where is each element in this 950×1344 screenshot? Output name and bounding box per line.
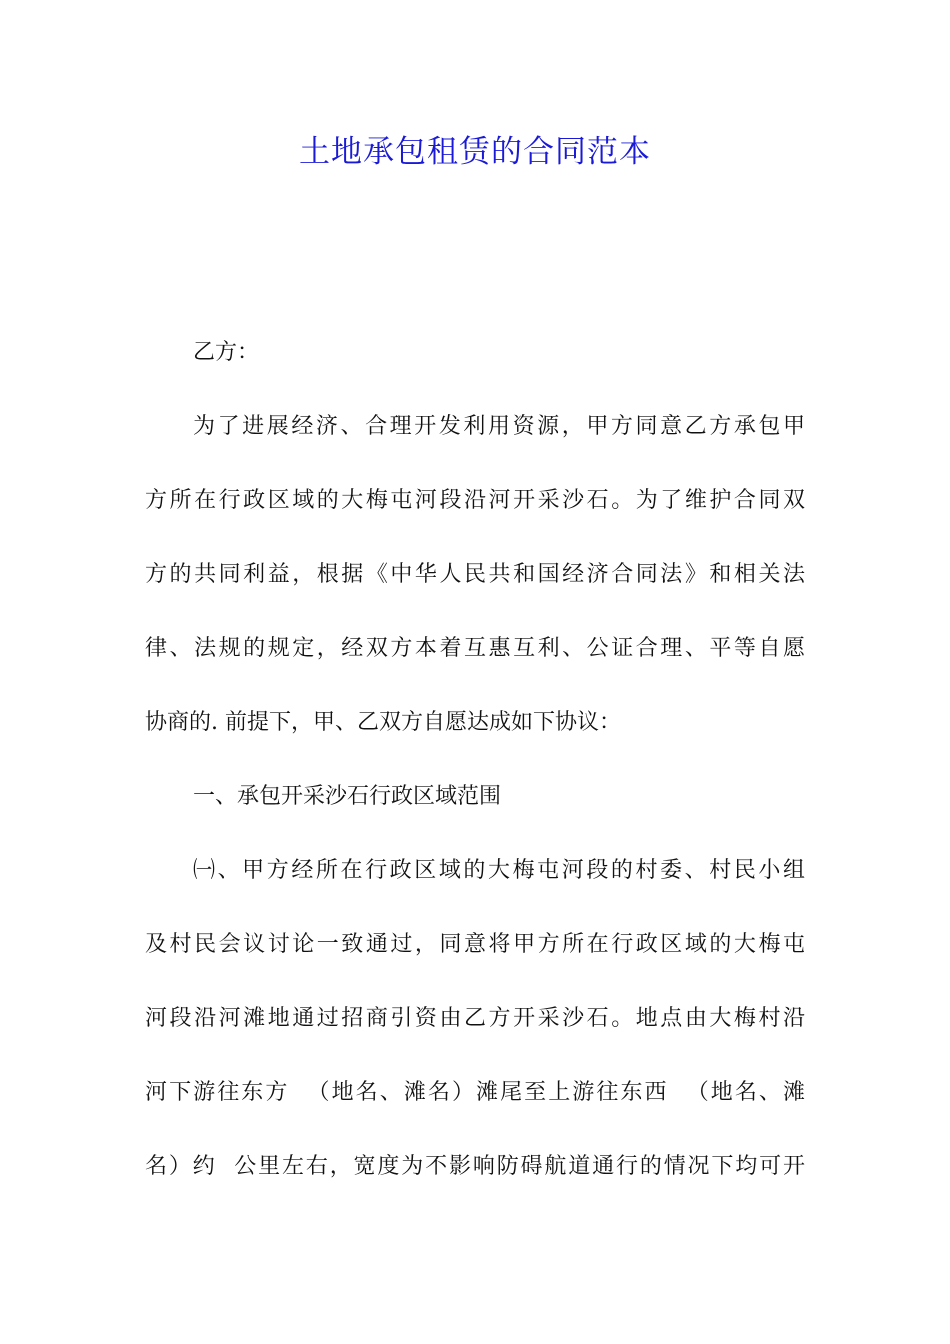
paragraph-line: 律、法规的规定，经双方本着互惠互利、公证合理、平等自愿: [145, 636, 805, 661]
paragraph-line: 名）约 公里左右，宽度为不影响防碍航道通行的情况下均可开: [145, 1154, 805, 1179]
paragraph-line: 协商的. 前提下，甲、乙双方自愿达成如下协议：: [145, 710, 621, 735]
paragraph-line: 及村民会议讨论一致通过，同意将甲方所在行政区域的大梅屯: [145, 932, 805, 957]
paragraph-line: ㈠、甲方经所在行政区域的大梅屯河段的村委、村民小组: [193, 858, 805, 883]
paragraph-line: 河段沿河滩地通过招商引资由乙方开采沙石。地点由大梅村沿: [145, 1006, 805, 1031]
document-title: 土地承包租赁的合同范本: [299, 134, 651, 170]
paragraph-line: 方的共同利益，根据《中华人民共和国经济合同法》和相关法: [145, 562, 805, 587]
section-heading: 一、承包开采沙石行政区域范围: [193, 784, 502, 809]
paragraph-line: 乙方：: [193, 340, 260, 365]
paragraph-line: 方所在行政区域的大梅屯河段沿河开采沙石。为了维护合同双: [145, 488, 805, 513]
paragraph-line: 河下游往东方 （地名、滩名）滩尾至上游往东西 （地名、滩: [145, 1080, 805, 1105]
document-body: [145, 336, 805, 1224]
paragraph-line: 为了进展经济、合理开发利用资源，甲方同意乙方承包甲: [193, 414, 805, 439]
